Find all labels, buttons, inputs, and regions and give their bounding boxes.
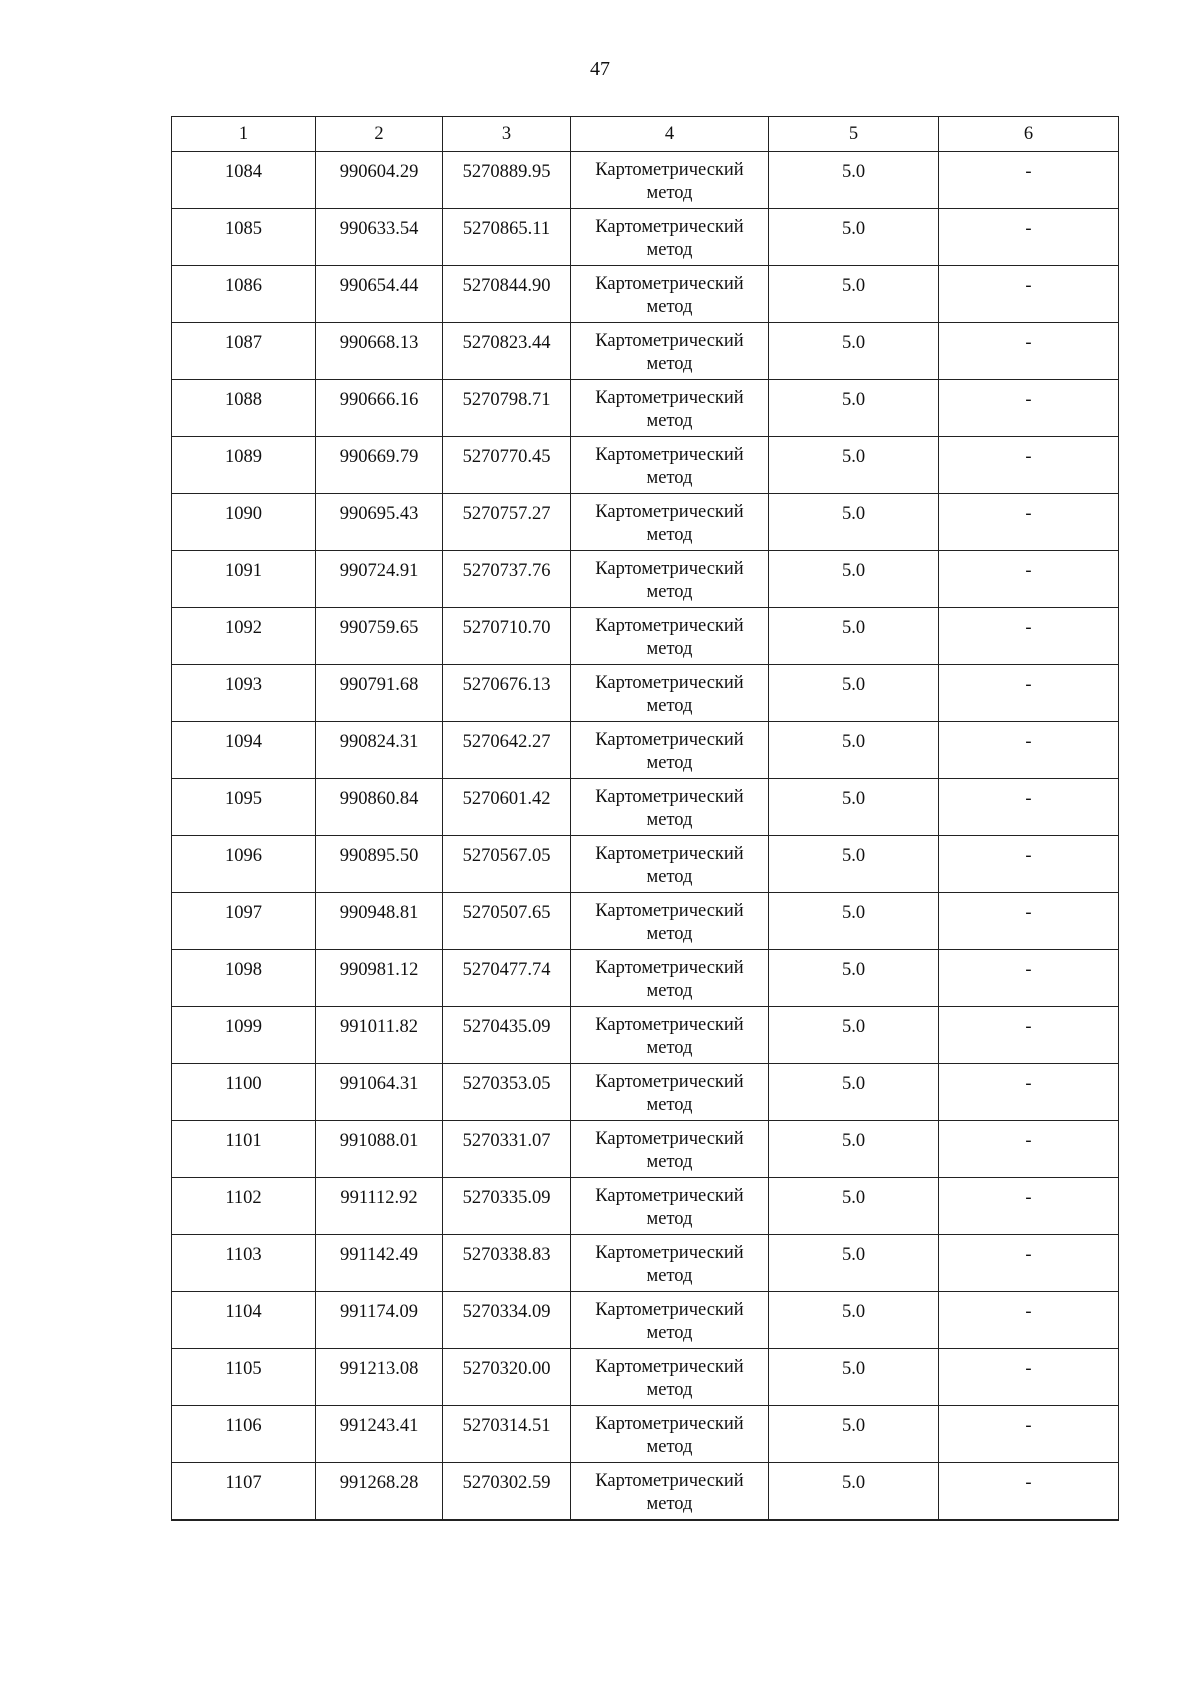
x-coordinate-cell: 990654.44: [316, 266, 443, 323]
method-line-1: Картометрический: [595, 1357, 744, 1377]
method-line-2: метод: [646, 867, 693, 887]
table-row: [172, 722, 1119, 779]
point-number-cell: 1097: [172, 893, 316, 950]
y-coordinate-cell: 5270757.27: [443, 494, 571, 551]
method-line-1: Картометрический: [595, 1186, 744, 1206]
table-row: [172, 950, 1119, 1007]
column-header-1: 1: [172, 117, 316, 152]
point-number-cell: 1096: [172, 836, 316, 893]
accuracy-cell: 5.0: [769, 779, 939, 836]
accuracy-cell: 5.0: [769, 1121, 939, 1178]
x-coordinate-cell: 991268.28: [316, 1463, 443, 1520]
point-number-cell: 1098: [172, 950, 316, 1007]
accuracy-cell: 5.0: [769, 266, 939, 323]
table-row: [172, 608, 1119, 665]
point-number-cell: 1104: [172, 1292, 316, 1349]
method-line-2: метод: [646, 753, 693, 773]
method-line-1: Картометрический: [595, 844, 744, 864]
table-row: [172, 1007, 1119, 1064]
note-cell: -: [939, 1406, 1119, 1463]
x-coordinate-cell: 991174.09: [316, 1292, 443, 1349]
note-cell: -: [939, 1178, 1119, 1235]
method-cell: [571, 1007, 769, 1064]
method-cell: [571, 722, 769, 779]
point-number-cell: 1099: [172, 1007, 316, 1064]
x-coordinate-cell: 990695.43: [316, 494, 443, 551]
note-cell: -: [939, 1349, 1119, 1406]
point-number-cell: 1101: [172, 1121, 316, 1178]
method-line-2: метод: [646, 810, 693, 830]
y-coordinate-cell: 5270334.09: [443, 1292, 571, 1349]
method-cell: [571, 551, 769, 608]
column-header-5: 5: [769, 117, 939, 152]
y-coordinate-cell: 5270507.65: [443, 893, 571, 950]
y-coordinate-cell: 5270889.95: [443, 152, 571, 209]
method-line-1: Картометрический: [595, 1471, 744, 1491]
table-row: [172, 1064, 1119, 1121]
method-cell: [571, 836, 769, 893]
accuracy-cell: 5.0: [769, 437, 939, 494]
method-line-1: Картометрический: [595, 730, 744, 750]
method-line-2: метод: [646, 1095, 693, 1115]
note-cell: -: [939, 836, 1119, 893]
column-header-6: 6: [939, 117, 1119, 152]
method-line-2: метод: [646, 1437, 693, 1457]
table-row: [172, 494, 1119, 551]
method-line-2: метод: [646, 1266, 693, 1286]
x-coordinate-cell: 990724.91: [316, 551, 443, 608]
x-coordinate-cell: 991088.01: [316, 1121, 443, 1178]
point-number-cell: 1103: [172, 1235, 316, 1292]
method-cell: [571, 494, 769, 551]
point-number-cell: 1100: [172, 1064, 316, 1121]
y-coordinate-cell: 5270353.05: [443, 1064, 571, 1121]
point-number-cell: 1105: [172, 1349, 316, 1406]
method-cell: [571, 1292, 769, 1349]
accuracy-cell: 5.0: [769, 608, 939, 665]
x-coordinate-cell: 990860.84: [316, 779, 443, 836]
x-coordinate-cell: 990824.31: [316, 722, 443, 779]
table-row: [172, 1292, 1119, 1349]
column-header-2: 2: [316, 117, 443, 152]
table-row: [172, 1178, 1119, 1235]
note-cell: -: [939, 665, 1119, 722]
accuracy-cell: 5.0: [769, 323, 939, 380]
x-coordinate-cell: 990759.65: [316, 608, 443, 665]
point-number-cell: 1086: [172, 266, 316, 323]
method-line-1: Картометрический: [595, 331, 744, 351]
y-coordinate-cell: 5270338.83: [443, 1235, 571, 1292]
note-cell: -: [939, 152, 1119, 209]
x-coordinate-cell: 991011.82: [316, 1007, 443, 1064]
table-row: [172, 1463, 1119, 1520]
accuracy-cell: 5.0: [769, 551, 939, 608]
method-line-2: метод: [646, 1380, 693, 1400]
accuracy-cell: 5.0: [769, 1463, 939, 1520]
method-cell: [571, 1178, 769, 1235]
point-number-cell: 1106: [172, 1406, 316, 1463]
column-header-3: 3: [443, 117, 571, 152]
y-coordinate-cell: 5270335.09: [443, 1178, 571, 1235]
x-coordinate-cell: 990791.68: [316, 665, 443, 722]
x-coordinate-cell: 990948.81: [316, 893, 443, 950]
y-coordinate-cell: 5270770.45: [443, 437, 571, 494]
method-cell: [571, 1064, 769, 1121]
note-cell: -: [939, 1121, 1119, 1178]
method-cell: [571, 665, 769, 722]
y-coordinate-cell: 5270567.05: [443, 836, 571, 893]
x-coordinate-cell: 991142.49: [316, 1235, 443, 1292]
method-line-2: метод: [646, 411, 693, 431]
method-line-2: метод: [646, 468, 693, 488]
method-cell: [571, 608, 769, 665]
table-row: [172, 437, 1119, 494]
method-line-1: Картометрический: [595, 673, 744, 693]
y-coordinate-cell: 5270642.27: [443, 722, 571, 779]
y-coordinate-cell: 5270676.13: [443, 665, 571, 722]
accuracy-cell: 5.0: [769, 152, 939, 209]
method-line-1: Картометрический: [595, 616, 744, 636]
table-header-row: [172, 117, 1119, 152]
accuracy-cell: 5.0: [769, 836, 939, 893]
method-line-1: Картометрический: [595, 787, 744, 807]
table-row: [172, 152, 1119, 209]
accuracy-cell: 5.0: [769, 950, 939, 1007]
y-coordinate-cell: 5270844.90: [443, 266, 571, 323]
y-coordinate-cell: 5270320.00: [443, 1349, 571, 1406]
method-line-1: Картометрический: [595, 445, 744, 465]
note-cell: -: [939, 608, 1119, 665]
method-cell: [571, 437, 769, 494]
y-coordinate-cell: 5270710.70: [443, 608, 571, 665]
accuracy-cell: 5.0: [769, 1235, 939, 1292]
point-number-cell: 1093: [172, 665, 316, 722]
x-coordinate-cell: 990633.54: [316, 209, 443, 266]
y-coordinate-cell: 5270435.09: [443, 1007, 571, 1064]
note-cell: -: [939, 1007, 1119, 1064]
table-row: [172, 893, 1119, 950]
method-cell: [571, 1463, 769, 1520]
method-line-1: Картометрический: [595, 1243, 744, 1263]
x-coordinate-cell: 990666.16: [316, 380, 443, 437]
x-coordinate-cell: 990604.29: [316, 152, 443, 209]
note-cell: -: [939, 779, 1119, 836]
method-line-1: Картометрический: [595, 559, 744, 579]
method-line-2: метод: [646, 696, 693, 716]
note-cell: -: [939, 950, 1119, 1007]
point-number-cell: 1084: [172, 152, 316, 209]
method-line-2: метод: [646, 981, 693, 1001]
method-line-2: метод: [646, 1209, 693, 1229]
note-cell: -: [939, 893, 1119, 950]
y-coordinate-cell: 5270331.07: [443, 1121, 571, 1178]
accuracy-cell: 5.0: [769, 1349, 939, 1406]
x-coordinate-cell: 990668.13: [316, 323, 443, 380]
accuracy-cell: 5.0: [769, 1064, 939, 1121]
y-coordinate-cell: 5270798.71: [443, 380, 571, 437]
note-cell: -: [939, 437, 1119, 494]
x-coordinate-cell: 990895.50: [316, 836, 443, 893]
y-coordinate-cell: 5270601.42: [443, 779, 571, 836]
method-cell: [571, 893, 769, 950]
method-cell: [571, 1349, 769, 1406]
note-cell: -: [939, 323, 1119, 380]
point-number-cell: 1092: [172, 608, 316, 665]
point-number-cell: 1107: [172, 1463, 316, 1520]
note-cell: -: [939, 1463, 1119, 1520]
table-row: [172, 1235, 1119, 1292]
accuracy-cell: 5.0: [769, 1292, 939, 1349]
method-line-2: метод: [646, 582, 693, 602]
coordinates-table: [171, 116, 1119, 1521]
method-cell: [571, 950, 769, 1007]
method-cell: [571, 1406, 769, 1463]
method-line-2: метод: [646, 297, 693, 317]
method-line-2: метод: [646, 354, 693, 374]
y-coordinate-cell: 5270823.44: [443, 323, 571, 380]
table-row: [172, 380, 1119, 437]
point-number-cell: 1085: [172, 209, 316, 266]
note-cell: -: [939, 494, 1119, 551]
table-row: [172, 323, 1119, 380]
method-cell: [571, 323, 769, 380]
method-line-2: метод: [646, 924, 693, 944]
method-line-1: Картометрический: [595, 388, 744, 408]
point-number-cell: 1091: [172, 551, 316, 608]
method-line-2: метод: [646, 1494, 693, 1514]
x-coordinate-cell: 991243.41: [316, 1406, 443, 1463]
y-coordinate-cell: 5270302.59: [443, 1463, 571, 1520]
method-line-2: метод: [646, 1323, 693, 1343]
point-number-cell: 1089: [172, 437, 316, 494]
method-cell: [571, 779, 769, 836]
method-line-1: Картометрический: [595, 901, 744, 921]
note-cell: -: [939, 209, 1119, 266]
accuracy-cell: 5.0: [769, 722, 939, 779]
table-row: [172, 779, 1119, 836]
method-line-2: метод: [646, 525, 693, 545]
method-line-2: метод: [646, 183, 693, 203]
method-line-2: метод: [646, 639, 693, 659]
accuracy-cell: 5.0: [769, 1406, 939, 1463]
method-cell: [571, 1235, 769, 1292]
table-row: [172, 665, 1119, 722]
method-line-1: Картометрический: [595, 1129, 744, 1149]
method-line-1: Картометрический: [595, 274, 744, 294]
method-line-1: Картометрический: [595, 958, 744, 978]
point-number-cell: 1102: [172, 1178, 316, 1235]
y-coordinate-cell: 5270865.11: [443, 209, 571, 266]
point-number-cell: 1095: [172, 779, 316, 836]
accuracy-cell: 5.0: [769, 665, 939, 722]
note-cell: -: [939, 551, 1119, 608]
table-row: [172, 836, 1119, 893]
accuracy-cell: 5.0: [769, 494, 939, 551]
method-cell: [571, 1121, 769, 1178]
note-cell: -: [939, 1064, 1119, 1121]
accuracy-cell: 5.0: [769, 1178, 939, 1235]
note-cell: -: [939, 722, 1119, 779]
method-line-1: Картометрический: [595, 160, 744, 180]
method-cell: [571, 209, 769, 266]
note-cell: -: [939, 266, 1119, 323]
point-number-cell: 1088: [172, 380, 316, 437]
method-cell: [571, 152, 769, 209]
table-row: [172, 209, 1119, 266]
method-line-1: Картометрический: [595, 1414, 744, 1434]
table-row: [172, 266, 1119, 323]
method-line-1: Картометрический: [595, 502, 744, 522]
method-line-2: метод: [646, 1152, 693, 1172]
table-row: [172, 1121, 1119, 1178]
note-cell: -: [939, 380, 1119, 437]
page-number: 47: [590, 58, 610, 80]
y-coordinate-cell: 5270314.51: [443, 1406, 571, 1463]
method-line-1: Картометрический: [595, 1072, 744, 1092]
y-coordinate-cell: 5270737.76: [443, 551, 571, 608]
point-number-cell: 1090: [172, 494, 316, 551]
method-line-2: метод: [646, 1038, 693, 1058]
accuracy-cell: 5.0: [769, 893, 939, 950]
x-coordinate-cell: 991112.92: [316, 1178, 443, 1235]
x-coordinate-cell: 990981.12: [316, 950, 443, 1007]
method-cell: [571, 266, 769, 323]
method-line-2: метод: [646, 240, 693, 260]
accuracy-cell: 5.0: [769, 1007, 939, 1064]
note-cell: -: [939, 1235, 1119, 1292]
x-coordinate-cell: 991064.31: [316, 1064, 443, 1121]
point-number-cell: 1087: [172, 323, 316, 380]
method-line-1: Картометрический: [595, 1015, 744, 1035]
method-cell: [571, 380, 769, 437]
table-body: [172, 152, 1119, 1520]
note-cell: -: [939, 1292, 1119, 1349]
accuracy-cell: 5.0: [769, 380, 939, 437]
accuracy-cell: 5.0: [769, 209, 939, 266]
method-line-1: Картометрический: [595, 217, 744, 237]
method-line-1: Картометрический: [595, 1300, 744, 1320]
table-row: [172, 1349, 1119, 1406]
column-header-4: 4: [571, 117, 769, 152]
x-coordinate-cell: 991213.08: [316, 1349, 443, 1406]
table-row: [172, 551, 1119, 608]
point-number-cell: 1094: [172, 722, 316, 779]
table-row: [172, 1406, 1119, 1463]
y-coordinate-cell: 5270477.74: [443, 950, 571, 1007]
x-coordinate-cell: 990669.79: [316, 437, 443, 494]
